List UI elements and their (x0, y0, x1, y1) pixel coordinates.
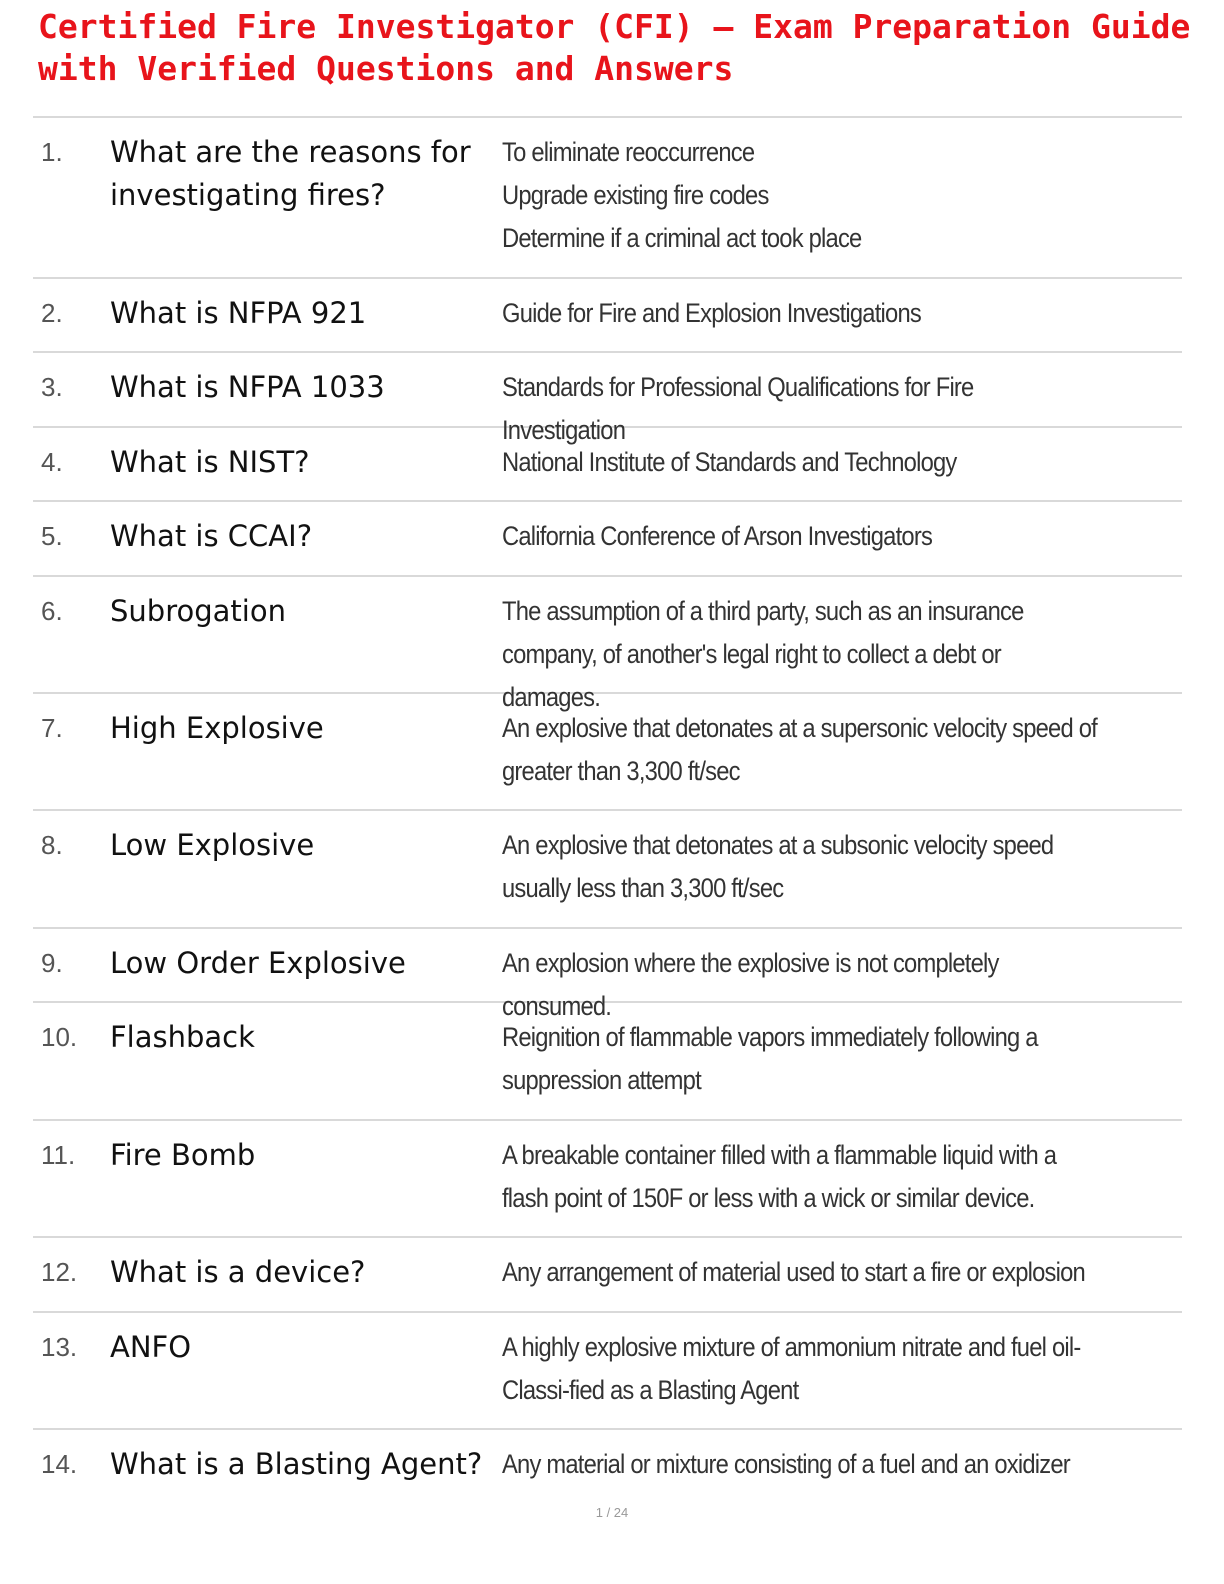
question-number: 2. (41, 298, 63, 328)
qa-row (33, 353, 1182, 445)
question-text: What is NIST? (110, 445, 310, 479)
question-text: ANFO (110, 1330, 192, 1364)
answer-text: An explosive that detonates at a supersonic velocity speed of greater than 3,300 ft/sec (502, 713, 1097, 786)
qa-row (33, 1003, 1182, 1121)
question-text: What is NFPA 1033 (110, 370, 385, 404)
question-number: 7. (41, 713, 63, 743)
question-text: What are the reasons for investigating fires? (110, 135, 471, 212)
qa-row (33, 118, 1182, 279)
answer-text: Guide for Fire and Explosion Investigations (502, 298, 921, 328)
question-text: Flashback (110, 1020, 255, 1054)
answer-text: The assumption of a third party, such as an insurance company, of another's legal right to collect a debt or damages. (502, 596, 1024, 712)
qa-row (33, 577, 1182, 712)
question-number: 13. (41, 1332, 78, 1362)
qa-row (33, 502, 1182, 577)
page-number: 1 / 24 (595, 1505, 629, 1520)
question-text: Fire Bomb (110, 1138, 256, 1172)
document-title: Certified Fire Investigator (CFI) – Exam Preparation Guide with Verified Questions and Answers (38, 7, 1191, 88)
qa-row (33, 1121, 1182, 1238)
qa-row (33, 1430, 1182, 1500)
question-number: 8. (41, 830, 63, 860)
answer-text: Standards for Professional Qualifications for Fire Investigation (502, 372, 974, 445)
question-text: What is a device? (110, 1255, 366, 1289)
question-number: 11. (41, 1140, 76, 1170)
answer-text: An explosion where the explosive is not completely consumed. (502, 948, 999, 1021)
qa-row (33, 279, 1182, 353)
question-number: 14. (41, 1449, 78, 1479)
qa-row (33, 811, 1182, 929)
qa-row (33, 1313, 1182, 1430)
answer-text: To eliminate reoccurrence Upgrade existing fire codes Determine if a criminal act took place (502, 137, 862, 253)
question-text: Low Explosive (110, 828, 315, 862)
question-text: High Explosive (110, 711, 324, 745)
answer-text: Reignition of flammable vapors immediately following a suppression attempt (502, 1022, 1038, 1095)
answer-text: Any material or mixture consisting of a fuel and an oxidizer (502, 1449, 1070, 1479)
qa-row (33, 929, 1182, 1021)
qa-table (33, 116, 1182, 1500)
question-text: What is NFPA 921 (110, 296, 367, 330)
qa-row (33, 1238, 1182, 1313)
question-number: 12. (41, 1257, 78, 1287)
question-number: 9. (41, 948, 63, 978)
question-text: What is CCAI? (110, 519, 313, 553)
question-number: 10. (41, 1022, 78, 1052)
question-number: 4. (41, 447, 63, 477)
qa-row (33, 694, 1182, 811)
question-number: 1. (41, 137, 63, 167)
question-number: 6. (41, 596, 63, 626)
answer-text: An explosive that detonates at a subsonic velocity speed usually less than 3,300 ft/sec (502, 830, 1054, 903)
question-text: What is a Blasting Agent? (110, 1447, 483, 1481)
answer-text: A breakable container filled with a flammable liquid with a flash point of 150F or less with a wick or similar device. (502, 1140, 1057, 1213)
question-number: 3. (41, 372, 63, 402)
question-text: Subrogation (110, 594, 286, 628)
question-number: 5. (41, 521, 63, 551)
question-text: Low Order Explosive (110, 946, 406, 980)
answer-text: A highly explosive mixture of ammonium nitrate and fuel oil- Classi-fied as a Blasting Agent (502, 1332, 1081, 1405)
answer-text: National Institute of Standards and Technology (502, 447, 957, 477)
answer-text: California Conference of Arson Investigators (502, 521, 933, 551)
qa-row (33, 428, 1182, 502)
answer-text: Any arrangement of material used to start a fire or explosion (502, 1257, 1085, 1287)
